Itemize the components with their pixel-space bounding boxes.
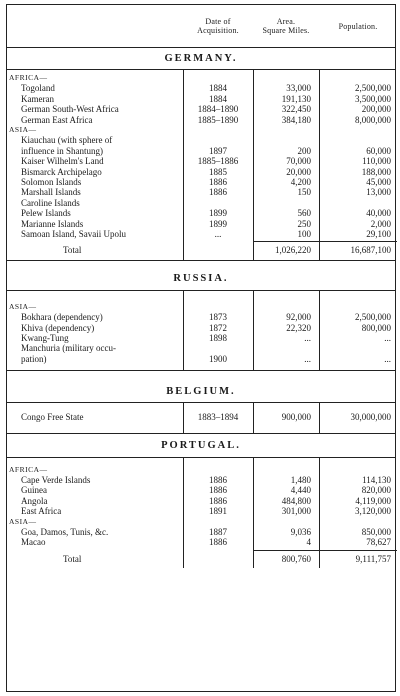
acquisition-date: 1891 [209,506,227,517]
area-value: 1,480 [290,475,311,485]
section-end-germany [7,260,395,261]
area-value: 4 [306,537,311,548]
territory-name: Pelew Islands [21,208,71,219]
category-row [7,302,395,312]
acquisition-date: 1899 [209,208,227,219]
total-row [7,554,395,564]
table-row [7,496,395,506]
section-rule-portugal [7,457,395,458]
column-rule-portugal-1 [253,457,254,569]
acquisition-date: 1872 [209,322,227,333]
acquisition-date: 1898 [209,333,227,343]
area-value: 22,320 [286,322,311,333]
column-rule-germany-1 [253,69,254,260]
population-value: ... [384,333,391,343]
population-value: 2,500,000 [355,312,391,323]
table-row [7,485,395,495]
acquisition-date: ... [214,229,222,239]
section-rule-russia [7,290,395,291]
acquisition-date: 1897 [209,145,227,156]
acquisition-date: 1899 [209,218,227,229]
territory-name: German East Africa [21,114,93,125]
total-population: 9,111,757 [355,553,391,564]
acquisition-date: 1884–1890 [197,104,239,115]
table-row [7,187,395,197]
area-value: 20,000 [286,166,311,177]
table-row [7,323,395,333]
column-rule-portugal-0 [183,457,184,569]
population-value: 850,000 [361,527,391,537]
header-date: Date of Acquisition. [197,17,239,35]
column-rule-portugal-2 [319,457,320,569]
population-value: 78,627 [366,537,391,548]
territory-name: Solomon Islands [21,177,82,187]
population-value: 3,500,000 [355,93,391,104]
total-label: Total [63,245,82,256]
population-value: 110,000 [362,156,391,167]
acquisition-date: 1873 [209,312,227,323]
column-rule-germany-2 [319,69,320,260]
total-label: Total [63,553,82,564]
territory-name: Manchuria (military occu- [21,343,116,354]
population-value: 8,000,000 [355,114,391,125]
area-value: 92,000 [286,312,311,323]
population-value: 45,000 [366,177,391,187]
population-value: 30,000,000 [350,412,391,423]
section-title-russia: RUSSIA. [173,273,229,285]
territory-name: Angola [21,495,48,506]
acquisition-date: 1887 [209,527,227,537]
table-row [7,208,395,218]
area-value: 150 [297,187,311,198]
population-value: 188,000 [361,166,391,177]
population-value: 40,000 [366,208,391,219]
territory-name: Kaiser Wilhelm's Land [21,156,104,167]
table-row [7,83,395,93]
population-value: 800,000 [361,322,391,333]
area-value: 100 [297,229,311,239]
category-row [7,73,395,83]
acquisition-date: 1885–1890 [197,114,239,125]
section-rule-germany [7,69,395,70]
area-value: 301,000 [281,506,311,517]
area-value: 9,036 [290,527,311,537]
territory-name: Congo Free State [21,412,84,423]
table-row [7,167,395,177]
column-rule-russia-2 [319,290,320,370]
table-row [7,115,395,125]
territory-name: Marshall Islands [21,187,81,198]
table-row [7,312,395,322]
territory-name: German South-West Africa [21,104,119,115]
acquisition-date: 1886 [209,177,227,187]
territory-name: Kwang-Tung [21,333,69,343]
area-value: 560 [297,208,311,219]
territory-name: Bismarck Archipelago [21,166,102,177]
section-rule-belgium [7,402,395,403]
population-value: 2,500,000 [355,83,391,94]
column-rule-germany-0 [183,69,184,260]
table-row [7,198,395,208]
territory-name: Guinea [21,485,47,496]
area-value: 191,130 [281,93,311,104]
table-row [7,354,395,364]
territory-name: Marianne Islands [21,218,84,229]
table-row [7,229,395,239]
column-rule-belgium-2 [319,402,320,432]
area-value: 322,450 [281,104,311,115]
column-rule-russia-0 [183,290,184,370]
column-rule-belgium-1 [253,402,254,432]
acquisition-date: 1886 [209,485,227,496]
section-title-portugal: PORTUGAL. [161,440,241,452]
section-end-russia [7,370,395,371]
territory-name: Togoland [21,83,55,94]
acquisition-date: 1886 [209,495,227,506]
colonial-possessions-table [6,4,396,692]
table-row [7,135,395,145]
column-rule-russia-1 [253,290,254,370]
table-row [7,412,395,422]
area-value: 4,200 [290,177,311,187]
area-value: ... [304,333,311,343]
table-row [7,506,395,516]
territory-name: Caroline Islands [21,197,80,208]
area-value: 900,000 [281,412,311,423]
acquisition-date: 1885–1886 [197,156,239,167]
table-row [7,333,395,343]
total-rule-germany [253,241,397,242]
region-label: AFRICA— [9,464,48,474]
table-row [7,219,395,229]
total-row [7,245,395,255]
category-row [7,517,395,527]
population-value: 3,120,000 [355,506,391,517]
population-value: 29,100 [366,229,391,239]
territory-name: Cape Verde Islands [21,475,91,485]
acquisition-date: 1884 [209,93,227,104]
acquisition-date: 1886 [209,475,227,485]
region-label: ASIA— [9,516,37,526]
table-row [7,104,395,114]
territory-name: Goa, Damos, Tunis, &c. [21,527,109,537]
region-label: AFRICA— [9,73,48,82]
total-area: 800,760 [281,553,311,564]
territory-name: Bokhara (dependency) [21,312,103,323]
acquisition-date: 1883–1894 [197,412,239,423]
territory-name: East Africa [21,506,62,517]
section-end-belgium [7,433,395,434]
category-row [7,465,395,475]
table-row [7,177,395,187]
table-row [7,475,395,485]
territory-name: pation) [21,353,47,364]
territory-name: Macao [21,537,46,548]
acquisition-date: 1885 [209,166,227,177]
total-population: 16,687,100 [350,245,391,256]
table-row [7,343,395,353]
area-value: 384,180 [281,114,311,125]
region-label: ASIA— [9,125,37,134]
total-rule-portugal [253,550,397,551]
area-value: 4,440 [290,485,311,496]
territory-name: Khiva (dependency) [21,322,95,333]
acquisition-date: 1884 [209,83,227,94]
acquisition-date: 1886 [209,537,227,548]
table-row [7,156,395,166]
acquisition-date: 1900 [209,353,227,364]
area-value: 70,000 [286,156,311,167]
header-population: Population. [338,21,378,31]
population-value: ... [384,353,391,364]
territory-name: Kiauchau (with sphere of [21,135,113,146]
table-row [7,527,395,537]
area-value: 200 [297,145,311,156]
total-area: 1,026,220 [275,245,311,256]
territory-name: influence in Shantung) [21,145,103,156]
population-value: 114,130 [362,475,391,485]
population-value: 60,000 [366,145,391,156]
area-value: ... [304,353,311,364]
area-value: 33,000 [286,83,311,94]
population-value: 200,000 [361,104,391,115]
territory-name: Samoan Island, Savaii Upolu [21,229,126,239]
section-title-germany: GERMANY. [164,52,238,64]
table-row [7,146,395,156]
region-label: ASIA— [9,301,37,311]
acquisition-date: 1886 [209,187,227,198]
population-value: 2,000 [370,218,391,229]
table-row [7,537,395,547]
area-value: 484,800 [281,495,311,506]
population-value: 820,000 [361,485,391,496]
section-title-belgium: BELGIUM. [166,385,236,397]
category-row [7,125,395,135]
table-row [7,94,395,104]
column-rule-belgium-0 [183,402,184,432]
population-value: 4,119,000 [355,495,391,506]
population-value: 13,000 [366,187,391,198]
header-area: Area. Square Miles. [262,17,310,35]
area-value: 250 [297,218,311,229]
territory-name: Kameran [21,93,54,104]
